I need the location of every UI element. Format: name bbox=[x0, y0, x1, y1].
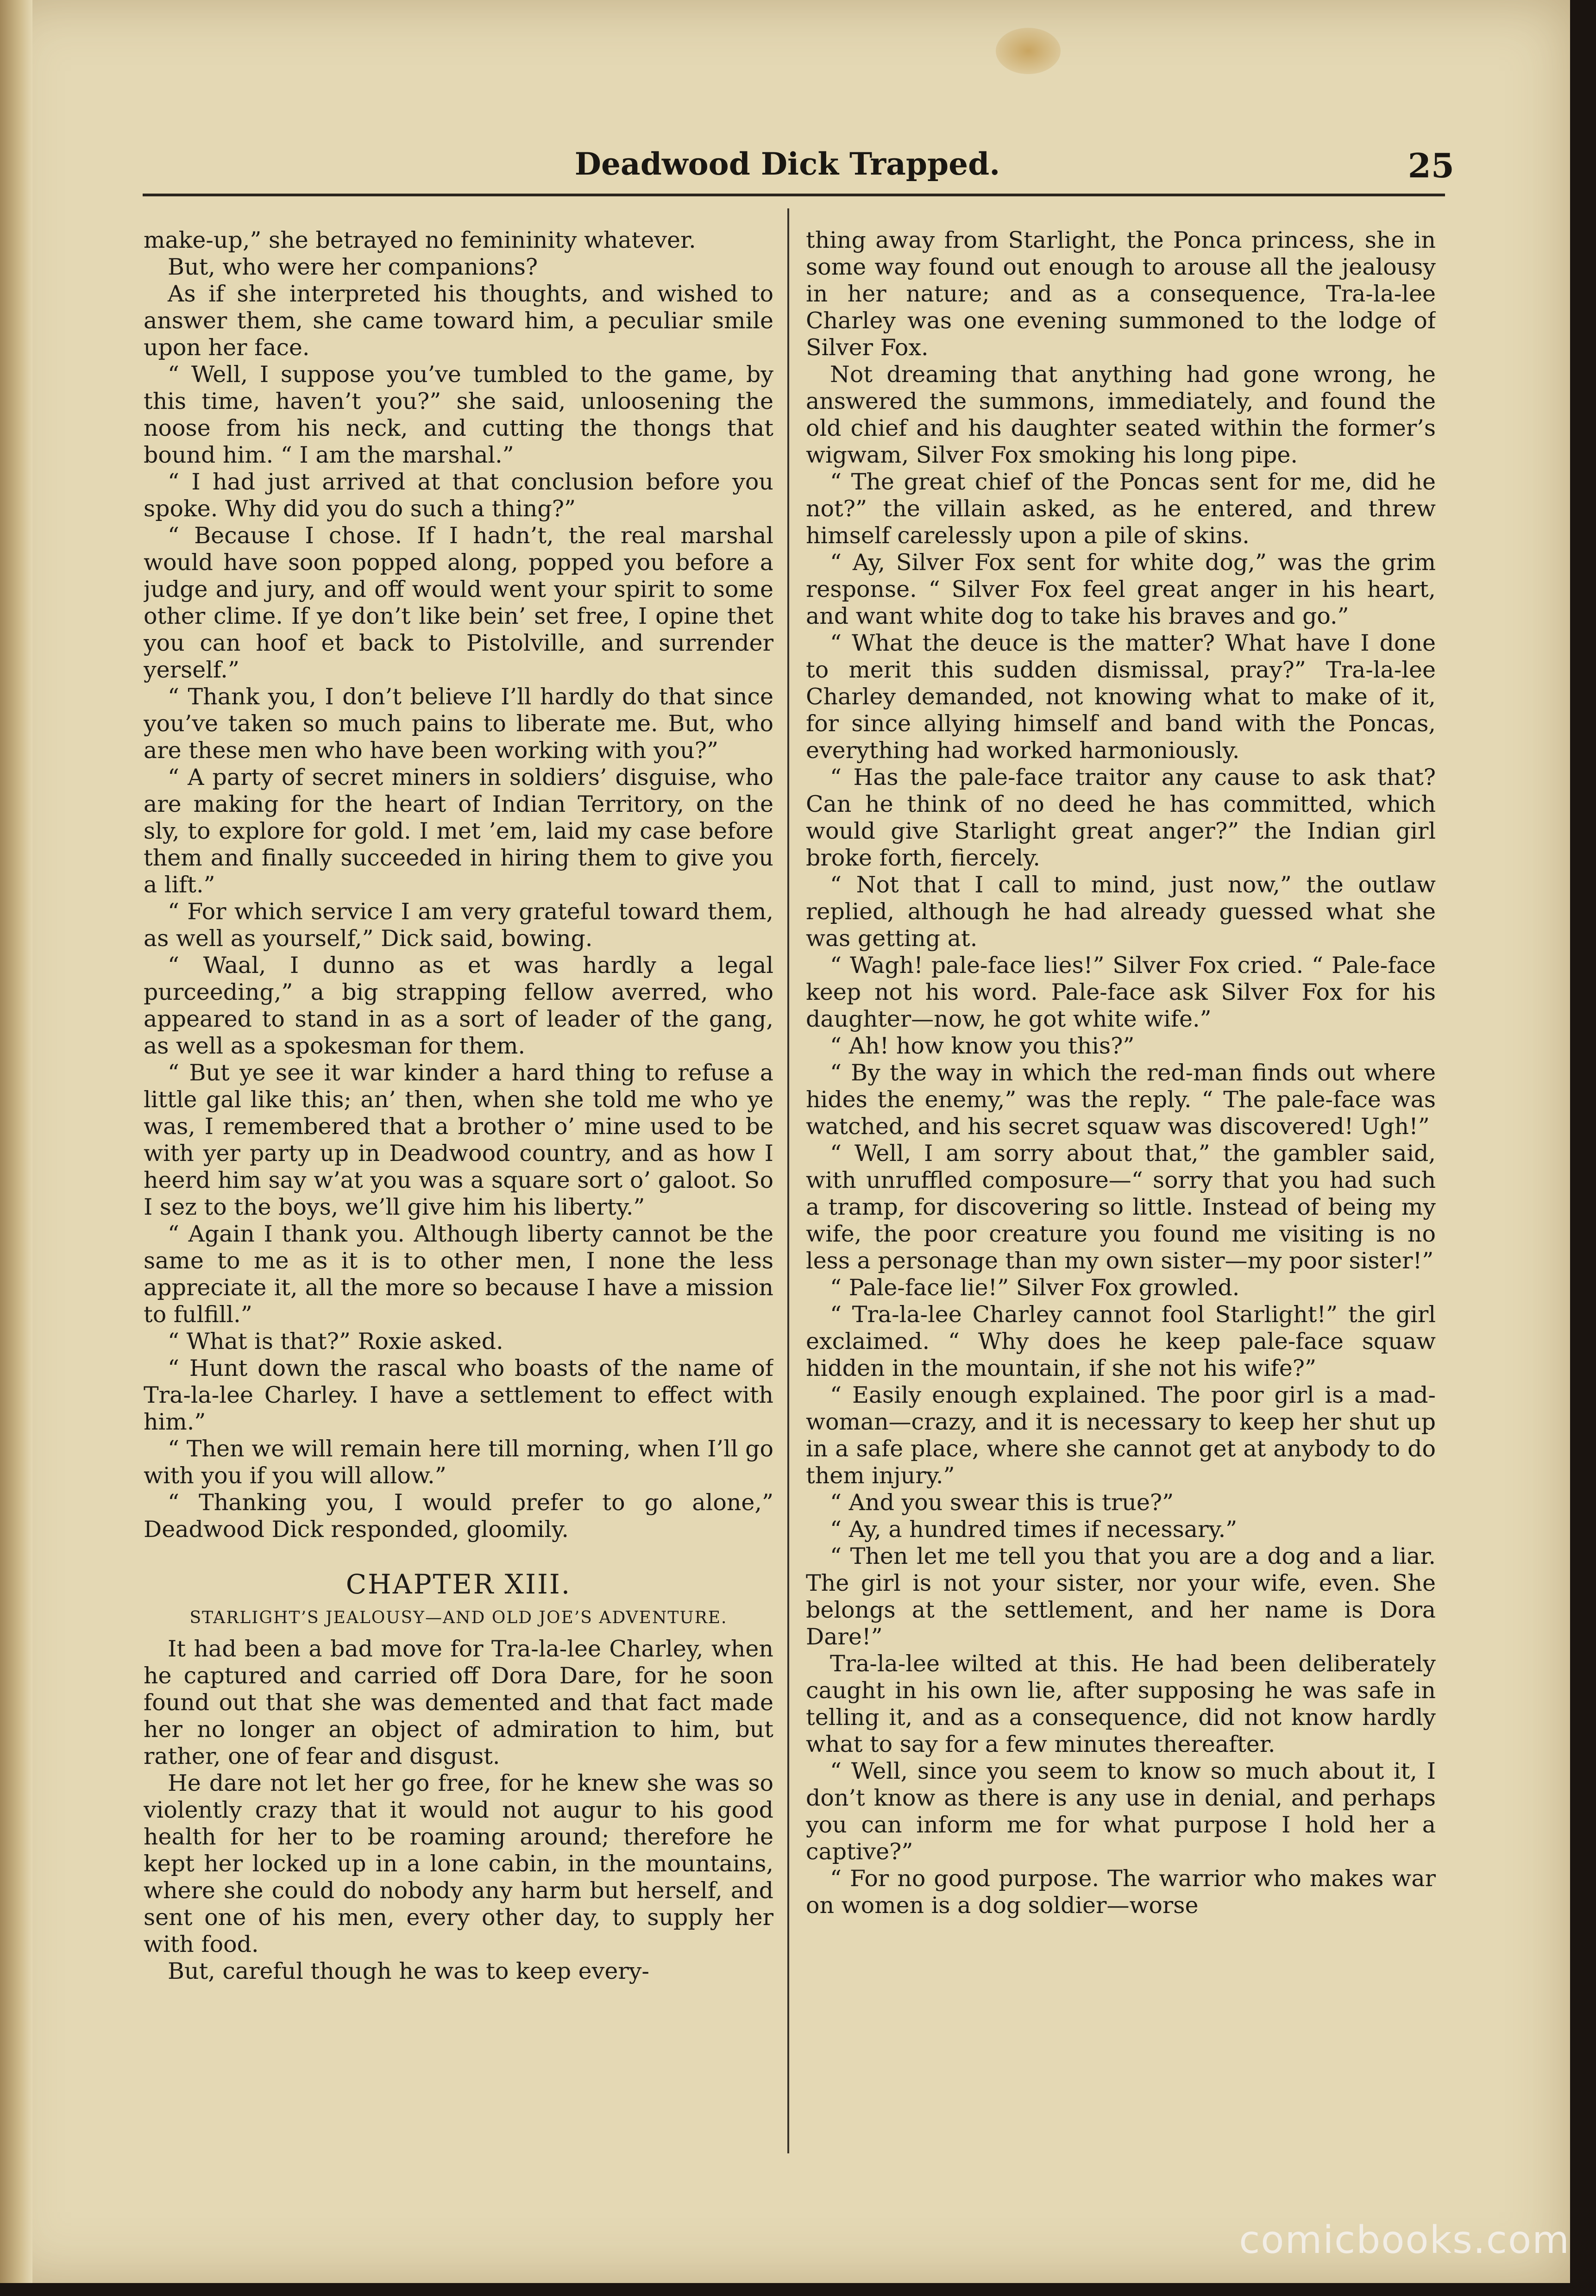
paragraph: “ The great chief of the Poncas sent for me, did he not?” the villain asked, as he entered, and threw himself carelessly upon a pile of skins. bbox=[806, 469, 1436, 549]
paragraph: “ What the deuce is the matter? What have I done to merit this sudden dismissal, pray?” Tra-la-lee Charley demanded, not knowing what to make of it, for since allying himself and band with the Poncas, everything had worked harmoniously. bbox=[806, 630, 1436, 764]
paragraph: “ Well, I am sorry about that,” the gambler said, with unruffled composure—“ sorry that you had such a tramp, for discovering so little. Instead of being my wife, the poor creature you found me visiting is no less a personage than my own sister—my poor sister!” bbox=[806, 1140, 1436, 1274]
paragraph: Tra-la-lee wilted at this. He had been deliberately caught in his own lie, after supposing he was safe in telling it, and as a consequence, did not know hardly what to say for a few minutes thereafter. bbox=[806, 1650, 1436, 1757]
paragraph: “ Pale-face lie!” Silver Fox growled. bbox=[830, 1274, 1240, 1301]
paragraph: He dare not let her go free, for he knew she was so violently crazy that it would not augur to his good health for her to be roaming around; therefore he kept her locked up in a lone cabin, in the mountains, where she could do nobody any harm but herself, and sent one of his men, every other day, to supply her with food. bbox=[144, 1770, 773, 1957]
paragraph: But, careful though he was to keep every- bbox=[168, 1958, 649, 1984]
paragraph: “ Again I thank you. Although liberty cannot be the same to me as it is to other men, I none the less appreciate it, all the more so because I have a mission to fulfill.” bbox=[144, 1221, 773, 1328]
paragraph: “ What is that?” Roxie asked. bbox=[168, 1328, 503, 1355]
paragraph: “ For which service I am very grateful toward them, as well as yourself,” Dick said, bowing. bbox=[144, 898, 773, 952]
paragraph: “ Thanking you, I would prefer to go alone,” Deadwood Dick responded, gloomily. bbox=[144, 1489, 773, 1543]
paragraph: thing away from Starlight, the Ponca princess, she in some way found out enough to arouse all the jealousy in her nature; and as a consequence, Tra-la-lee Charley was one evening summoned to the lodge of Silver Fox. bbox=[806, 227, 1436, 361]
paragraph: “ Hunt down the rascal who boasts of the name of Tra-la-lee Charley. I have a settlement to effect with him.” bbox=[144, 1355, 773, 1435]
paragraph: “ Ay, a hundred times if necessary.” bbox=[830, 1516, 1238, 1543]
paragraph: As if she interpreted his thoughts, and wished to answer them, she came toward him, a peculiar smile upon her face. bbox=[144, 281, 773, 361]
running-header-title: Deadwood Dick Trapped. bbox=[574, 146, 1000, 182]
paragraph: “ A party of secret miners in soldiers’ disguise, who are making for the heart of Indian Territory, on the sly, to explore for gold. I met ’em, laid my case before them and finally succeeded in hiring them to give you a lift.” bbox=[144, 764, 773, 898]
header-rule bbox=[143, 194, 1445, 196]
paragraph: “ I had just arrived at that conclusion before you spoke. Why did you do such a thing?” bbox=[144, 469, 773, 522]
paragraph: “ Easily enough explained. The poor girl is a mad-woman—crazy, and it is necessary to keep her shut up in a safe place, where she cannot get at anybody to do them injury.” bbox=[806, 1382, 1436, 1489]
paragraph: “ And you swear this is true?” bbox=[830, 1489, 1174, 1516]
right-column bbox=[806, 227, 1436, 2163]
page-binding-edge bbox=[0, 0, 32, 2283]
paragraph: “ Not that I call to mind, just now,” the outlaw replied, although he had already guessed what she was getting at. bbox=[806, 872, 1436, 952]
paragraph: “ Ay, Silver Fox sent for white dog,” was the grim response. “ Silver Fox feel great anger in his heart, and want white dog to take his braves and go.” bbox=[806, 549, 1436, 629]
chapter-subtitle: STARLIGHT’S JEALOUSY—AND OLD JOE’S ADVENTURE. bbox=[189, 1608, 728, 1627]
paragraph: “ For no good purpose. The warrior who makes war on women is a dog soldier—worse bbox=[806, 1865, 1436, 1919]
column-divider bbox=[787, 208, 789, 2153]
paragraph: “ Ah! how know you this?” bbox=[830, 1033, 1135, 1059]
paper-stain bbox=[996, 28, 1061, 74]
left-paragraphs bbox=[144, 227, 773, 1543]
paragraph: “ Waal, I dunno as et was hardly a legal purceeding,” a big strapping fellow averred, who appeared to stand in as a sort of leader of the gang, as well as a spokesman for them. bbox=[144, 952, 773, 1059]
paragraph: “ Well, since you seem to know so much about it, I don’t know as there is any use in denial, and perhaps you can inform me for what purpose I hold her a captive?” bbox=[806, 1758, 1436, 1865]
paragraph: It had been a bad move for Tra-la-lee Charley, when he captured and carried off Dora Dare, for he soon found out that she was demented and that fact made her no longer an object of admiration to him, but rather, one of fear and disgust. bbox=[144, 1636, 773, 1769]
chapter-title: CHAPTER XIII. bbox=[346, 1568, 572, 1600]
paragraph: “ Then let me tell you that you are a dog and a liar. The girl is not your sister, nor your wife, even. She belongs at the settlement, and her name is Dora Dare!” bbox=[806, 1543, 1436, 1650]
paragraph: “ Tra-la-lee Charley cannot fool Starlight!” the girl exclaimed. “ Why does he keep pale-face squaw hidden in the mountain, if she not his wife?” bbox=[806, 1301, 1436, 1381]
paragraph: “ But ye see it war kinder a hard thing to refuse a little gal like this; an’ then, when she told me who ye was, I remembered that a brother o’ mine used to be with yer party up in Deadwood country, and as how I heerd him say w’at you was a square sort o’ galoot. So I sez to the boys, we’ll give him his liberty.” bbox=[144, 1060, 773, 1220]
left-column bbox=[144, 227, 773, 2163]
paragraph: “ Wagh! pale-face lies!” Silver Fox cried. “ Pale-face keep not his word. Pale-face ask Silver Fox for his daughter—now, he got white wife.” bbox=[806, 952, 1436, 1032]
paragraph: “ Then we will remain here till morning, when I’ll go with you if you will allow.” bbox=[144, 1436, 773, 1489]
page-number: 25 bbox=[1407, 146, 1454, 185]
paragraph: “ Has the pale-face traitor any cause to ask that? Can he think of no deed he has committed, which would give Starlight great anger?” the Indian girl broke forth, fiercely. bbox=[806, 764, 1436, 871]
chapter-paragraphs bbox=[144, 1636, 773, 1985]
site-watermark: comicbooks.com bbox=[1239, 2218, 1570, 2262]
paragraph: make-up,” she betrayed no femininity whatever. bbox=[144, 227, 696, 253]
paragraph: Not dreaming that anything had gone wrong, he answered the summons, immediately, and found the old chief and his daughter seated within the former’s wigwam, Silver Fox smoking his long pipe. bbox=[806, 361, 1436, 468]
paragraph: “ Well, I suppose you’ve tumbled to the game, by this time, haven’t you?” she said, unloosening the noose from his neck, and cutting the thongs that bound him. “ I am the marshal.” bbox=[144, 361, 773, 468]
paragraph: “ Thank you, I don’t believe I’ll hardly do that since you’ve taken so much pains to liberate me. But, who are these men who have been working with you?” bbox=[144, 684, 773, 764]
paragraph: “ By the way in which the red-man finds out where hides the enemy,” was the reply. “ The pale-face was watched, and his secret squaw was discovered! Ugh!” bbox=[806, 1060, 1436, 1140]
paragraph: “ Because I chose. If I hadn’t, the real marshal would have soon popped along, popped you before a judge and jury, and off would went your spirit to some other clime. If ye don’t like bein’ set free, I opine thet you can hoof et back to Pistolville, and surrender yerself.” bbox=[144, 522, 773, 683]
paragraph: But, who were her companions? bbox=[168, 254, 538, 280]
